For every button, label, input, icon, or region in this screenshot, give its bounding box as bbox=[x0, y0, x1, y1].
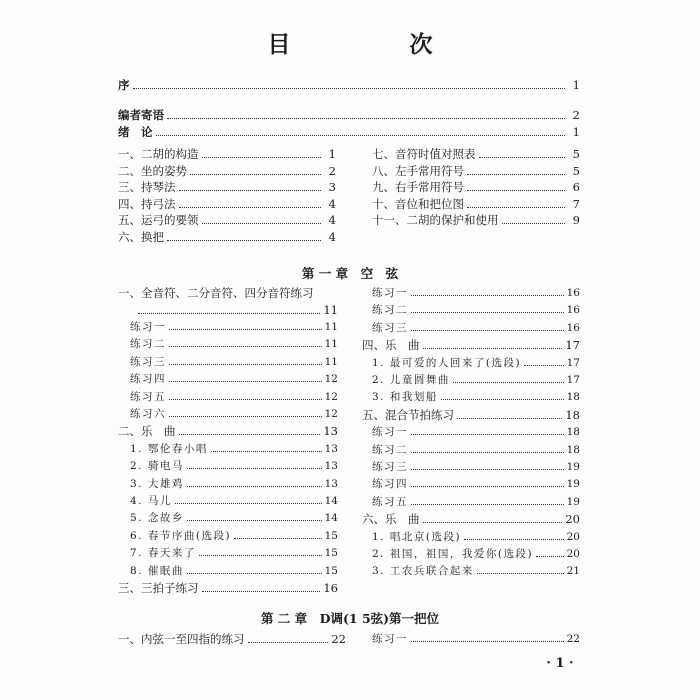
toc-entry-page: 17 bbox=[566, 374, 580, 386]
dot-leader bbox=[169, 355, 322, 365]
toc-entry-page: 19 bbox=[566, 478, 580, 491]
toc-entry bbox=[372, 286, 580, 300]
toc-entry-page: 7 bbox=[572, 196, 580, 211]
toc-entry-label: 练习五 bbox=[130, 390, 166, 403]
toc-entry bbox=[130, 459, 338, 473]
toc-entry bbox=[118, 147, 336, 161]
toc-entry-label: 三、持琴法 bbox=[118, 180, 176, 195]
toc-entry-label: 十、音位和把位图 bbox=[372, 196, 464, 211]
dot-leader bbox=[133, 79, 566, 89]
toc-entry-page: 16 bbox=[566, 287, 580, 299]
dot-leader bbox=[467, 198, 565, 208]
toc-entry bbox=[130, 372, 338, 386]
toc-entry bbox=[130, 477, 338, 491]
toc-entry bbox=[130, 337, 338, 351]
toc-entry-page: 2 bbox=[328, 163, 336, 178]
dot-leader bbox=[167, 231, 321, 241]
toc-entry bbox=[372, 477, 580, 491]
toc-entry bbox=[118, 125, 580, 139]
page-number: · 1 · bbox=[546, 656, 574, 671]
toc-entry bbox=[372, 321, 580, 335]
toc-entry-label: 2. 儿童圆舞曲 bbox=[372, 374, 450, 386]
toc-entry bbox=[362, 512, 580, 526]
dot-leader bbox=[175, 494, 322, 504]
dot-leader bbox=[169, 407, 322, 417]
toc-entry bbox=[130, 407, 338, 421]
dot-leader bbox=[169, 390, 322, 400]
toc-entry-page: 4 bbox=[328, 213, 336, 228]
page-title: 目 次 bbox=[267, 31, 481, 58]
dot-leader bbox=[169, 320, 322, 330]
dot-leader bbox=[138, 304, 320, 314]
toc-entry bbox=[118, 213, 336, 227]
toc-entry-label: 3. 工农兵联合起来 bbox=[372, 565, 474, 578]
dot-leader bbox=[467, 181, 565, 191]
toc-entry-label: 一、全音符、二分音符、四分音符练习 bbox=[118, 286, 314, 300]
dot-leader bbox=[411, 495, 564, 505]
toc-entry-label: 8. 催眠曲 bbox=[130, 564, 184, 577]
dot-leader bbox=[156, 126, 566, 136]
toc-entry-label: 练习三 bbox=[130, 355, 166, 368]
toc-entry-page: 11 bbox=[324, 338, 338, 351]
dot-leader bbox=[411, 443, 564, 453]
toc-entry-label: 七、音符时值对照表 bbox=[372, 147, 476, 161]
toc-entry-label: 一、二胡的构造 bbox=[118, 147, 199, 161]
toc-entry-page: 3 bbox=[328, 180, 336, 195]
toc-entry bbox=[118, 424, 338, 438]
toc-entry-page: 22 bbox=[331, 632, 346, 646]
toc-entry-page: 16 bbox=[566, 321, 580, 334]
toc-entry-page: 20 bbox=[566, 548, 580, 560]
toc-entry-page: 6 bbox=[572, 180, 580, 195]
dot-leader bbox=[464, 530, 564, 540]
toc-entry-heading bbox=[118, 286, 338, 300]
toc-entry bbox=[372, 564, 580, 578]
toc-entry bbox=[118, 180, 336, 194]
toc-entry bbox=[372, 164, 580, 178]
toc-entry bbox=[372, 147, 580, 161]
toc-entry bbox=[130, 546, 338, 560]
toc-entry-page: 15 bbox=[324, 564, 338, 577]
toc-entry bbox=[130, 442, 338, 456]
toc-entry bbox=[130, 529, 338, 543]
dot-leader bbox=[411, 460, 564, 470]
toc-entry-page: 12 bbox=[324, 390, 338, 403]
toc-entry-page: 2 bbox=[572, 108, 580, 122]
toc-entry-page: 18 bbox=[566, 443, 580, 456]
toc-entry-page: 5 bbox=[572, 163, 580, 178]
toc-entry bbox=[372, 443, 580, 457]
dot-leader bbox=[179, 425, 321, 435]
toc-entry bbox=[372, 303, 580, 317]
toc-entry-label: 六、乐 曲 bbox=[362, 512, 420, 527]
toc-entry bbox=[372, 197, 580, 211]
toc-entry-page: 13 bbox=[323, 424, 338, 439]
toc-entry-page: 11 bbox=[324, 355, 338, 368]
dot-leader bbox=[536, 547, 564, 557]
dot-leader bbox=[479, 148, 566, 158]
dot-leader bbox=[202, 582, 321, 592]
toc-entry-page: 17 bbox=[565, 338, 580, 353]
toc-entry-page: 12 bbox=[324, 373, 338, 386]
toc-entry-label: 练习四 bbox=[130, 373, 166, 386]
dot-leader bbox=[187, 477, 322, 487]
toc-entry-label: 四、乐 曲 bbox=[362, 338, 420, 353]
toc-entry-label: 九、右手常用符号 bbox=[372, 180, 464, 195]
dot-leader bbox=[441, 390, 564, 400]
toc-entry-label: 7. 春天来了 bbox=[130, 547, 196, 560]
toc-entry bbox=[372, 180, 580, 194]
toc-entry-label: 2. 骑电马 bbox=[130, 460, 184, 473]
dot-leader bbox=[179, 181, 322, 191]
dot-leader bbox=[457, 409, 562, 419]
toc-entry-page: 20 bbox=[565, 512, 580, 527]
toc-entry-page: 20 bbox=[566, 530, 580, 543]
dot-leader bbox=[167, 109, 565, 119]
toc-entry-label: 二、坐的姿势 bbox=[118, 163, 187, 178]
toc-entry bbox=[118, 632, 346, 646]
dot-leader bbox=[211, 442, 322, 452]
toc-entry-label: 十一、二胡的保护和使用 bbox=[372, 213, 499, 228]
toc-entry-label: 3. 大雄鸡 bbox=[130, 477, 184, 490]
dot-leader bbox=[187, 511, 322, 521]
dot-leader bbox=[411, 425, 564, 435]
dot-leader bbox=[524, 356, 564, 366]
toc-entry-page: 16 bbox=[323, 581, 338, 595]
toc-entry-label: 练习二 bbox=[372, 443, 408, 456]
toc-entry-page: 4 bbox=[328, 196, 336, 211]
toc-entry-page: 13 bbox=[324, 442, 338, 455]
toc-entry-label: 五、混合节拍练习 bbox=[362, 407, 454, 422]
toc-entry-page: 11 bbox=[324, 321, 338, 333]
dot-leader bbox=[169, 372, 322, 382]
toc-entry-page: 18 bbox=[565, 407, 580, 422]
toc-entry-page: 14 bbox=[324, 512, 338, 525]
toc-entry-label: 练习四 bbox=[372, 478, 408, 491]
toc-entry-page: 17 bbox=[566, 356, 580, 369]
toc-entry bbox=[372, 632, 580, 646]
toc-entry bbox=[362, 408, 580, 422]
toc-entry-label: 编者寄语 bbox=[118, 108, 164, 122]
toc-entry-label: 练习二 bbox=[372, 304, 408, 317]
toc-entry-page: 4 bbox=[328, 230, 336, 244]
toc-entry bbox=[362, 338, 580, 352]
dot-leader bbox=[169, 337, 322, 347]
toc-entry-label: 1. 唱北京(选段) bbox=[372, 530, 462, 543]
toc-entry bbox=[130, 355, 338, 369]
toc-entry bbox=[372, 547, 580, 561]
toc-entry-page: 15 bbox=[324, 529, 338, 542]
dot-leader bbox=[411, 632, 564, 642]
toc-entry bbox=[372, 530, 580, 544]
toc-entry-page: 15 bbox=[324, 547, 338, 560]
toc-entry-label: 2. 祖国，祖国，我爱你(选段) bbox=[372, 548, 534, 560]
toc-entry-label: 练习三 bbox=[372, 461, 408, 473]
dot-leader bbox=[187, 564, 322, 574]
toc-entry bbox=[372, 373, 580, 387]
toc-entry-label: 四、持弓法 bbox=[118, 196, 176, 211]
dot-leader bbox=[179, 198, 322, 208]
toc-entry bbox=[130, 494, 338, 508]
toc-entry-page: 1 bbox=[328, 147, 336, 161]
dot-leader bbox=[199, 546, 322, 556]
toc-entry-page: 9 bbox=[572, 213, 580, 228]
toc-entry bbox=[118, 230, 336, 244]
toc-entry-label: 4. 马儿 bbox=[130, 495, 172, 507]
toc-entry-label: 序 bbox=[118, 78, 130, 92]
toc-entry bbox=[118, 197, 336, 211]
dot-leader bbox=[467, 165, 565, 175]
toc-entry-label: 6. 春节序曲(选段) bbox=[130, 529, 232, 542]
toc-entry-label: 六、换把 bbox=[118, 230, 164, 244]
toc-entry-label: 1. 最可爱的人回来了(选段) bbox=[372, 356, 522, 369]
toc-entry-label: 绪 论 bbox=[118, 125, 153, 139]
toc-entry-label: 练习六 bbox=[130, 408, 166, 420]
toc-entry-continuation bbox=[135, 303, 338, 317]
toc-entry bbox=[130, 564, 338, 578]
toc-entry-page: 13 bbox=[324, 477, 338, 490]
toc-entry-page: 1 bbox=[572, 78, 580, 92]
toc-entry-label: 一、内弦一至四指的练习 bbox=[118, 632, 245, 646]
toc-entry-page: 13 bbox=[324, 460, 338, 473]
toc-entry bbox=[372, 425, 580, 439]
toc-entry-page: 1 bbox=[572, 125, 580, 139]
toc-entry bbox=[130, 511, 338, 525]
toc-entry-label: 练习五 bbox=[372, 495, 408, 508]
toc-entry-label: 练习一 bbox=[372, 426, 408, 439]
toc-entry-label: 八、左手常用符号 bbox=[372, 163, 464, 178]
toc-entry-label: 练习一 bbox=[130, 321, 166, 333]
toc-entry-label: 1. 鄂伦春小唱 bbox=[130, 442, 208, 455]
chapter-2-title: 第 二 章 D调(1 5弦)第一把位 bbox=[260, 611, 440, 626]
dot-leader bbox=[248, 633, 329, 643]
chapter-1-title: 第 一 章 空 弦 bbox=[301, 266, 399, 281]
toc-entry bbox=[372, 356, 580, 370]
toc-entry-label: 练习二 bbox=[130, 338, 166, 351]
toc-entry-page: 21 bbox=[566, 565, 580, 578]
toc-entry-label: 3. 和我划船 bbox=[372, 391, 438, 404]
toc-entry-label: 5. 念故乡 bbox=[130, 512, 184, 525]
toc-entry-page: 19 bbox=[566, 461, 580, 473]
toc-entry-page: 19 bbox=[566, 495, 580, 508]
toc-entry-page: 14 bbox=[324, 495, 338, 507]
toc-entry bbox=[372, 460, 580, 474]
toc-entry bbox=[372, 213, 580, 227]
toc-entry-page: 18 bbox=[566, 391, 580, 404]
dot-leader bbox=[234, 529, 322, 539]
dot-leader bbox=[411, 286, 564, 296]
dot-leader bbox=[502, 214, 566, 224]
dot-leader bbox=[187, 459, 322, 469]
toc-entry bbox=[130, 320, 338, 334]
dot-leader bbox=[477, 564, 564, 574]
toc-entry bbox=[118, 164, 336, 178]
dot-leader bbox=[411, 303, 564, 313]
toc-entry-page: 18 bbox=[566, 426, 580, 439]
toc-entry bbox=[372, 390, 580, 404]
dot-leader bbox=[423, 339, 563, 349]
dot-leader bbox=[411, 321, 564, 331]
toc-entry bbox=[118, 78, 580, 92]
toc-entry-label: 练习一 bbox=[372, 633, 408, 645]
dot-leader bbox=[453, 373, 564, 383]
toc-entry-label: 二、乐 曲 bbox=[118, 424, 176, 439]
toc-entry-label: 五、运弓的要领 bbox=[118, 213, 199, 228]
toc-entry-page: 5 bbox=[572, 147, 580, 161]
toc-entry bbox=[118, 581, 338, 595]
toc-entry-page: 16 bbox=[566, 304, 580, 317]
dot-leader bbox=[423, 513, 563, 523]
toc-entry-page: 12 bbox=[324, 408, 338, 420]
toc-entry-label: 三、三拍子练习 bbox=[118, 581, 199, 595]
dot-leader bbox=[202, 214, 322, 224]
toc-entry bbox=[372, 495, 580, 509]
dot-leader bbox=[190, 165, 321, 175]
toc-entry bbox=[130, 390, 338, 404]
toc-entry-label: 练习一 bbox=[372, 287, 408, 299]
toc-entry-page: 22 bbox=[566, 633, 580, 645]
toc-entry-label: 练习三 bbox=[372, 321, 408, 334]
toc-entry bbox=[118, 108, 580, 122]
toc-entry-page: 11 bbox=[323, 303, 338, 317]
dot-leader bbox=[202, 148, 322, 158]
dot-leader bbox=[411, 477, 564, 487]
